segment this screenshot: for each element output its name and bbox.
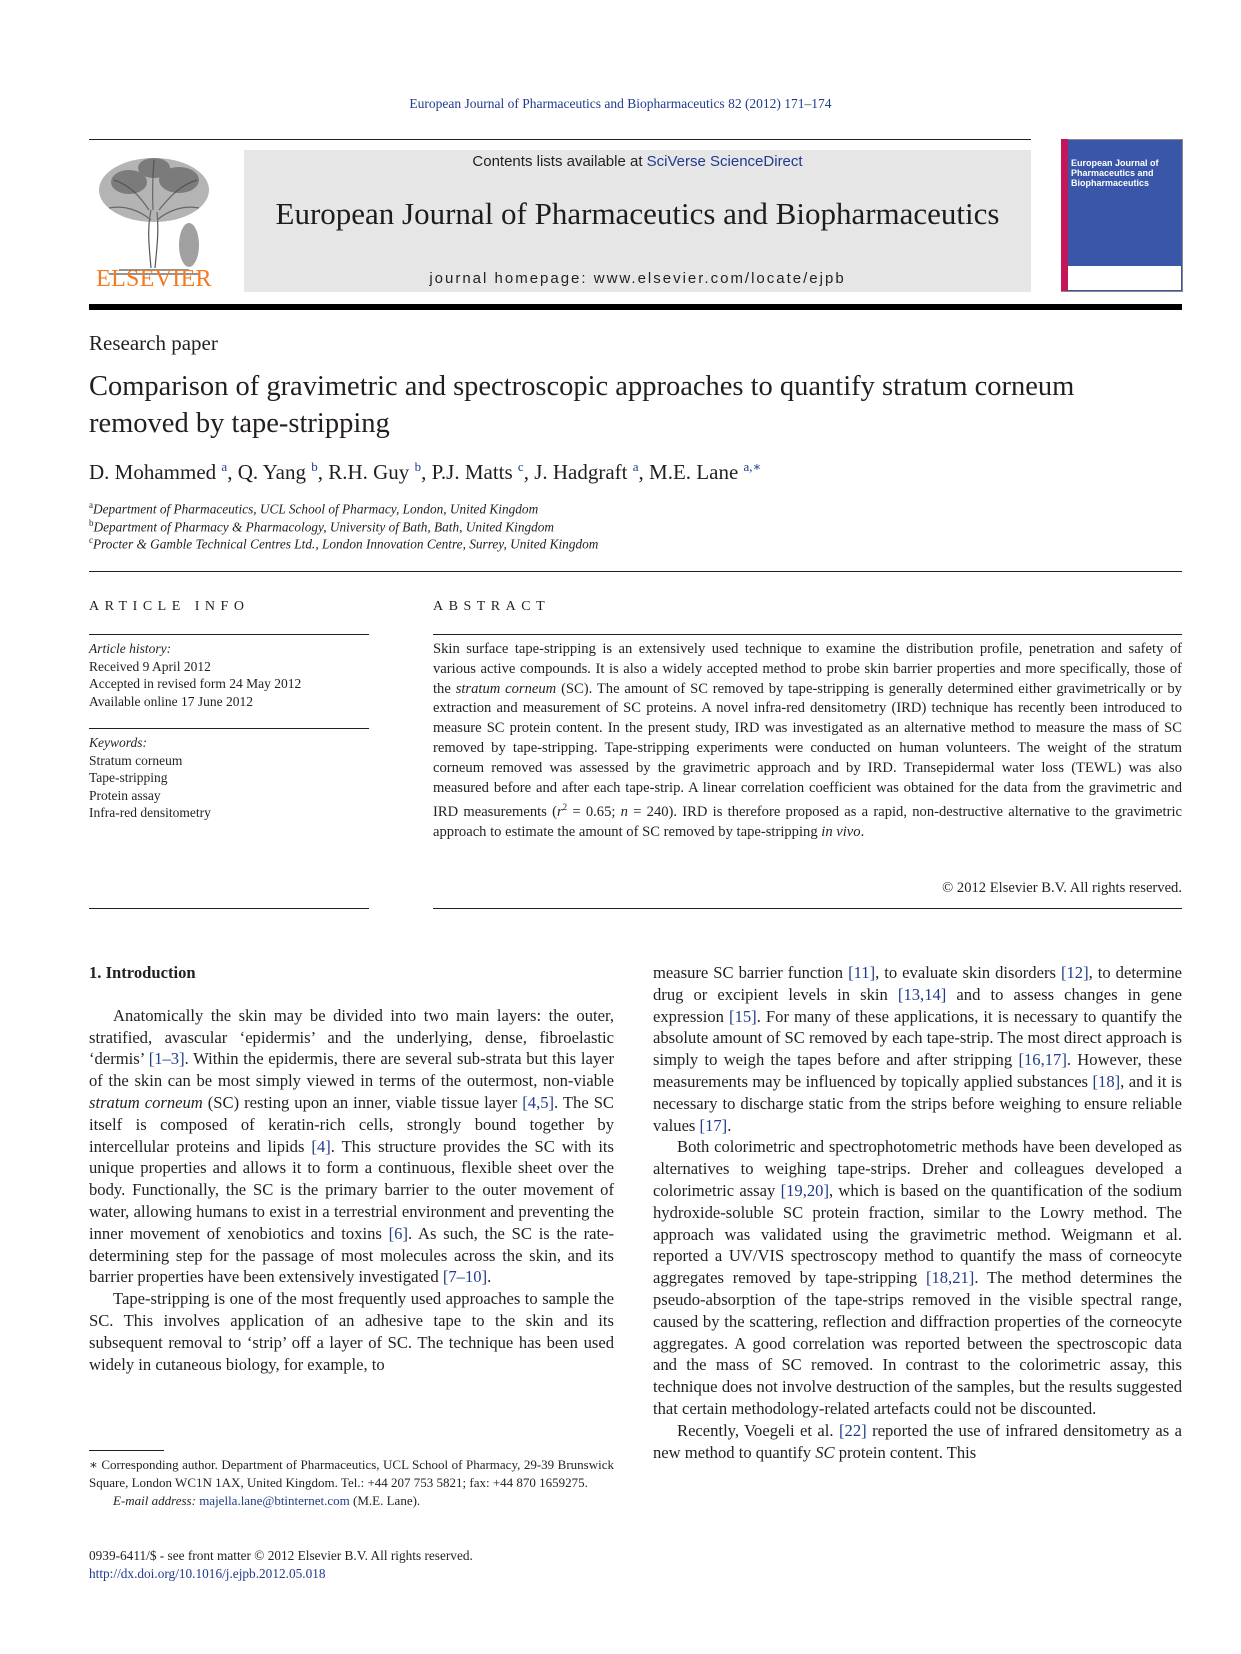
author-separator: , <box>638 460 650 484</box>
text-run: reported the use of infrared densitometry as a new method to quantify <box>653 1420 1182 1462</box>
abstract-copyright: © 2012 Elsevier B.V. All rights reserved. <box>942 880 1182 896</box>
text-run: measure SC barrier function <box>653 963 849 982</box>
affiliation <box>89 535 598 552</box>
doi-link[interactable]: http://dx.doi.org/10.1016/j.ejpb.2012.05.018 <box>89 1566 326 1581</box>
author-affil-mark[interactable]: b <box>414 459 422 474</box>
text-run: , to evaluate skin disorders <box>875 963 1061 982</box>
history-label: Article history: <box>89 641 172 656</box>
abstract-text <box>433 640 1182 843</box>
citation-link[interactable]: [11] <box>848 963 876 982</box>
section-divider <box>89 571 1182 572</box>
contents-line <box>244 153 1031 170</box>
citation-link[interactable]: [12] <box>1060 963 1089 982</box>
abstract-part: (SC). The amount of SC removed by tape-stripping is generally determined either gravimetrically or by extraction and measurement of SC proteins. A novel infra-red densitometry (IRD) technique has recently been introduced to measure SC protein content. In the present study, IRD was investigated as an alternative method to measure the mass of SC removed by tape-stripping. Tape-stripping experiments were conducted on human volunteers. The weight of the stratum corneum removed was assessed by the gravimetric approach and by IRD. Transepidermal water loss (TEWL) was also measured before and after each tape-strip. A linear correlation coefficient was obtained for the data from the gravimetric and IRD measurements ( <box>433 680 1182 821</box>
paragraph <box>653 962 1182 1136</box>
citation-link[interactable]: [19,20] <box>780 1180 829 1200</box>
abstract-part: Skin surface tape-stripping is an extensively used technique to examine the distribution profile, penetration and safety of various active compounds. It is also a widely accepted method to probe skin barrier properties and more specifically, those of the <box>433 641 1182 697</box>
info-divider <box>89 728 369 729</box>
paragraph <box>653 1136 1182 1419</box>
abstract-divider <box>433 908 1182 909</box>
author-list <box>89 459 761 485</box>
text-run: SC <box>815 1442 835 1462</box>
cover-title: European Journal of Pharmaceutics and Biopharmaceutics <box>1071 158 1159 188</box>
affiliation-text: Procter & Gamble Technical Centres Ltd., London Innovation Centre, Surrey, United Kingdom <box>93 536 599 552</box>
abstract-part: = 240). IRD is therefore proposed as a rapid, non-destructive alternative to the gravimetric approach to estimate the amount of SC removed by tape-stripping <box>433 804 1182 841</box>
footnote-rule <box>89 1450 164 1451</box>
body-column-left <box>89 962 614 1375</box>
text-run: (SC) resting upon an inner, viable tissue layer <box>202 1092 523 1112</box>
affiliation-mark: a <box>89 500 93 510</box>
footnote <box>89 1456 614 1510</box>
paragraph <box>653 1420 1182 1464</box>
text-run: Recently, Voegeli et al. <box>677 1420 839 1440</box>
abstract-part: 2 <box>562 802 568 813</box>
author-separator: , <box>523 460 535 484</box>
elsevier-wordmark: ELSEVIER <box>96 266 212 292</box>
author: R.H. Guy <box>328 460 410 484</box>
citation-link[interactable]: [13,14] <box>897 984 947 1004</box>
text-run: . Within the epidermis, there are several sub-strata but this layer of the skin can be most simply viewed in terms of the outermost, non-viable <box>89 1049 614 1091</box>
text-run: , which is based on the quantification of the sodium hydroxide-soluble SC protein fraction, similar to the Lowry method. The approach was validated using the gravimetric method. Weigmann et al. reported a UV/VIS spectroscopy method to quantify the mass of corneocyte aggregates removed by tape-stripping <box>653 1180 1182 1288</box>
info-divider <box>89 908 369 909</box>
header-thick-rule <box>89 304 1182 310</box>
paragraph: Tape-stripping is one of the most frequently used approaches to sample the SC. This involves application of an adhesive tape to the skin and its subsequent removal to ‘strip’ off a layer of SC. The technique has been used widely in cutaneous biology, for example, to <box>89 1289 614 1374</box>
email-suffix: (M.E. Lane). <box>349 1493 421 1508</box>
section-heading: 1. Introduction <box>89 963 196 982</box>
email-line <box>89 1492 614 1510</box>
abstract-heading: ABSTRACT <box>433 599 551 614</box>
keywords-label: Keywords: <box>89 735 147 750</box>
text-run: protein content. This <box>834 1442 977 1462</box>
author: M.E. Lane <box>649 460 739 484</box>
citation-link[interactable]: [7–10] <box>442 1267 488 1287</box>
paragraph <box>89 1005 614 1288</box>
text-run: , and it is necessary to discharge static from the strips before weighing to ensure reliable values <box>653 1071 1182 1135</box>
author-separator: , <box>317 460 329 484</box>
text-run: . The SC itself is composed of keratin-rich cells, strongly bound together by intercellular proteins and lipids <box>89 1092 614 1156</box>
abstract-part: stratum corneum <box>455 680 557 697</box>
affiliation-mark: c <box>89 535 93 545</box>
abstract-part: = 0.65; <box>567 804 621 821</box>
author: J. Hadgraft <box>534 460 628 484</box>
body-column-right <box>653 962 1182 1463</box>
front-matter <box>89 1547 473 1583</box>
received-date: Received 9 April 2012 <box>89 658 211 674</box>
text-run: . <box>727 1115 732 1135</box>
text-run: . This structure provides the SC with its unique properties and allows it to form a continuous, flexible sheet over the body. Functionally, the SC is the primary barrier to the outer movement of water, allowing humans to exist in a terrestrial environment and preventing the inner movement of xenobiotics and toxins <box>89 1136 614 1243</box>
citation-link[interactable]: [18] <box>1092 1071 1121 1091</box>
text-run: . For many of these applications, it is necessary to quantify the absolute amount of SC removed by each tape-strip. The most direct approach is simply to weigh the tapes before and after stripping <box>653 1006 1182 1070</box>
author: D. Mohammed <box>89 460 217 484</box>
citation-link[interactable]: [22] <box>839 1420 867 1440</box>
citation-link[interactable]: [6] <box>388 1223 409 1243</box>
text-run: . As such, the SC is the rate-determining step for the passage of most molecules across the skin, and its barrier properties have been extensively investigated <box>89 1223 614 1287</box>
article-history <box>89 640 301 710</box>
article-title: Comparison of gravimetric and spectroscopic approaches to quantify stratum corneum removed by tape-stripping <box>89 371 1075 439</box>
citation-link[interactable]: [4] <box>311 1136 331 1156</box>
info-divider <box>89 634 369 635</box>
cover-stripe <box>1061 139 1068 291</box>
keywords <box>89 734 211 822</box>
citation-link[interactable]: [1–3] <box>148 1049 185 1069</box>
author-affil-mark[interactable]: c <box>517 459 524 474</box>
author-affil-mark[interactable]: a <box>632 459 639 474</box>
abstract-part: in vivo <box>821 824 861 841</box>
text-run: . The method determines the pseudo-absorption of the tape-strips removed in the visible spectral range, caused by the scattering, reflection and diffraction properties of the corneocyte aggregates. A good correlation was reported between the spectroscopic data and the mass of SC removed. In contrast to the colorimetric assay, this technique does not involve destruction of the samples, but the results suggested that certain methodology-related artefacts could not be discounted. <box>653 1268 1182 1418</box>
text-run: stratum corneum <box>89 1092 203 1112</box>
sciencedirect-link[interactable]: SciVerse ScienceDirect <box>646 153 803 170</box>
citation-link[interactable]: [4,5] <box>522 1092 555 1112</box>
abstract-part: r <box>556 804 563 821</box>
keyword: Tape-stripping <box>89 770 168 785</box>
abstract-divider <box>433 634 1182 635</box>
author-affil-mark[interactable]: a,∗ <box>743 459 762 474</box>
citation-link[interactable]: [17] <box>699 1115 728 1135</box>
text-run: Anatomically the skin may be divided into two main layers: the outer, stratified, avascular ‘epidermis’ and the underlying, dense, fibroelastic ‘dermis’ <box>89 1005 614 1069</box>
affiliation-text: Department of Pharmacy & Pharmacology, University of Bath, Bath, United Kingdom <box>93 519 555 535</box>
author-affil-mark[interactable]: b <box>311 459 318 474</box>
journal-homepage[interactable]: journal homepage: www.elsevier.com/locate/ejpb <box>429 270 846 287</box>
accepted-date: Accepted in revised form 24 May 2012 <box>89 676 302 691</box>
author: Q. Yang <box>237 460 306 484</box>
keyword: Protein assay <box>89 787 161 803</box>
issn-line: 0939-6411/$ - see front matter © 2012 Elsevier B.V. All rights reserved. <box>89 1548 473 1563</box>
author-affil-mark[interactable]: a <box>221 459 228 474</box>
contents-prefix: Contents lists available at <box>472 153 647 170</box>
affiliation <box>89 518 554 535</box>
article-type: Research paper <box>89 331 218 355</box>
email-label: E-mail address: <box>113 1493 200 1508</box>
text-run: . However, these measurements may be influenced by topically applied substances <box>653 1050 1182 1091</box>
keyword: Stratum corneum <box>89 752 183 768</box>
keyword: Infra-red densitometry <box>89 805 211 820</box>
header-divider <box>89 139 1031 140</box>
email-link[interactable]: majella.lane@btinternet.com <box>199 1493 350 1508</box>
affiliation-mark: b <box>89 518 94 528</box>
affiliation <box>89 500 538 517</box>
abstract-part: . <box>860 824 865 841</box>
author-separator: , <box>421 460 432 484</box>
text-run: . <box>487 1267 492 1287</box>
author: P.J. Matts <box>431 460 513 484</box>
abstract-part: n <box>620 804 628 821</box>
affiliation-text: Department of Pharmaceutics, UCL School of Pharmacy, London, United Kingdom <box>93 501 539 517</box>
text-run: , to determine drug or excipient levels in skin <box>653 963 1183 1004</box>
article-info-heading: ARTICLE INFO <box>89 599 250 614</box>
citation-link[interactable]: [18,21] <box>925 1268 975 1288</box>
text-run: Both colorimetric and spectrophotometric methods have been developed as alternatives to weighing tape-strips. Dreher and colleagues developed a colorimetric assay <box>653 1137 1182 1200</box>
citation-link[interactable]: [16,17] <box>1018 1050 1067 1070</box>
online-date: Available online 17 June 2012 <box>89 693 253 709</box>
corresponding-author-note: ∗ Corresponding author. Department of Pharmaceutics, UCL School of Pharmacy, 29-39 Brunswick Square, London WC1N 1AX, United Kingdom. Tel.: +44 207 753 5821; fax: +44 870 1659275. <box>89 1457 614 1490</box>
journal-name: European Journal of Pharmaceutics and Biopharmaceutics <box>275 196 1000 231</box>
text-run: and to assess changes in gene expression <box>653 984 1182 1026</box>
journal-citation-link[interactable]: European Journal of Pharmaceutics and Biopharmaceutics 82 (2012) 171–174 <box>409 96 832 111</box>
cover-footer <box>1068 266 1181 290</box>
citation-link[interactable]: [15] <box>729 1006 757 1026</box>
author-separator: , <box>227 460 238 484</box>
